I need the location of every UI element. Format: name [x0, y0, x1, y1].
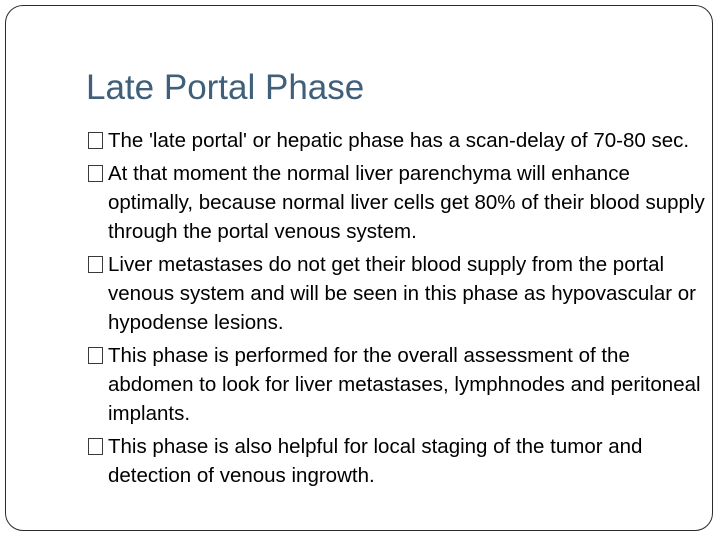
- bullet-text: This phase is also helpful for local staging of the tumor and detection of venous ingrowth.: [108, 435, 643, 487]
- bullet-list: [86, 126, 706, 494]
- checkbox-square-icon: [88, 347, 103, 364]
- bullet-text: Liver metastases do not get their blood supply from the portal venous system and will be seen in this phase as hypovascular or hypodense lesions.: [108, 253, 696, 334]
- bullet-text: The 'late portal' or hepatic phase has a scan-delay of 70-80 sec.: [108, 129, 690, 152]
- checkbox-square-icon: [88, 132, 103, 149]
- slide-title: Late Portal Phase: [86, 68, 365, 107]
- bullet-item: [86, 432, 706, 490]
- bullet-item: [86, 341, 706, 428]
- checkbox-square-icon: [88, 165, 103, 182]
- bullet-item: [86, 159, 706, 246]
- bullet-text: This phase is performed for the overall assessment of the abdomen to look for liver metastases, lymphnodes and peritoneal implants.: [108, 344, 701, 425]
- checkbox-square-icon: [88, 256, 103, 273]
- slide-frame: [5, 5, 713, 531]
- checkbox-square-icon: [88, 438, 103, 455]
- bullet-item: [86, 126, 706, 155]
- bullet-text: At that moment the normal liver parenchyma will enhance optimally, because normal liver cells get 80% of their blood supply through the portal venous system.: [108, 162, 705, 243]
- bullet-item: [86, 250, 706, 337]
